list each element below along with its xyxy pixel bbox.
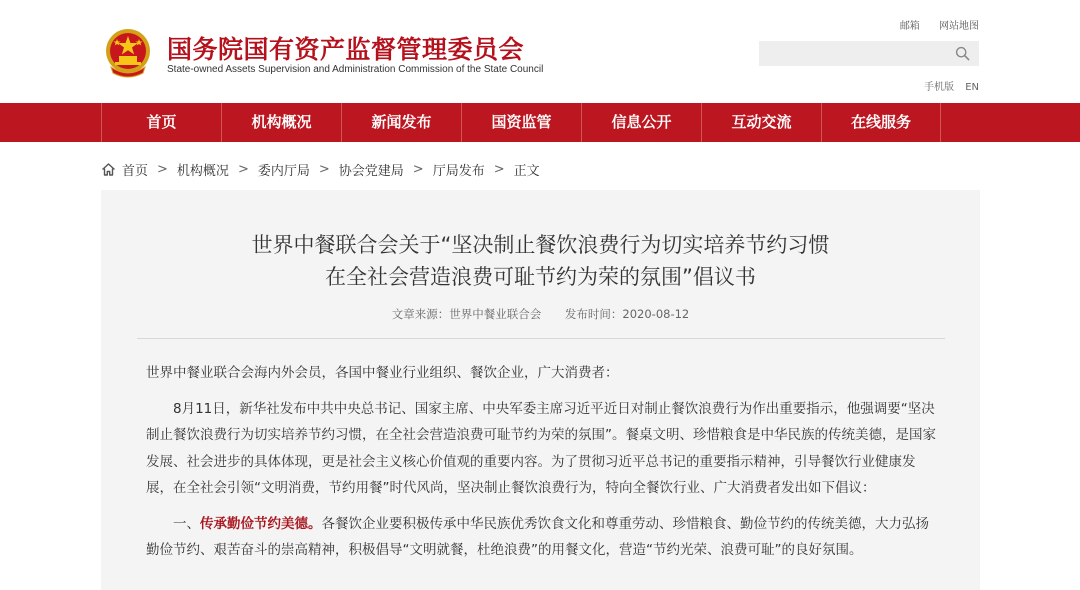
paragraph-text: 各餐饮企业要积极传承中华民族优秀饮食文化和尊重劳动、珍惜粮食、勤俭节约的传统美德，大力弘扬勤俭节约、艰苦奋斗的崇高精神，积极倡导“文明就餐，杜绝浪费”的用餐文化，营造“节约光荣、浪费可耻”的良好氛围。 bbox=[146, 515, 929, 558]
article-paragraph bbox=[146, 511, 938, 564]
article-source: 文章来源：世界中餐业联合会 bbox=[391, 307, 542, 321]
top-links bbox=[884, 17, 979, 32]
nav-item-interaction[interactable]: 互动交流 bbox=[701, 103, 821, 142]
article-salutation: 世界中餐业联合会海内外会员，各国中餐业行业组织、餐饮企业，广大消费者： bbox=[146, 365, 619, 381]
breadcrumb-separator: > bbox=[493, 162, 505, 177]
site-subtitle: State-owned Assets Supervision and Administration Commission of the State Council bbox=[167, 64, 544, 75]
site-header bbox=[0, 0, 1080, 103]
breadcrumb-bureau-releases[interactable]: 厅局发布 bbox=[432, 164, 485, 179]
article-meta bbox=[101, 306, 980, 322]
mobile-version-link[interactable]: 手机版 bbox=[924, 82, 954, 93]
breadcrumb-separator: > bbox=[157, 162, 168, 177]
breadcrumb-current: 正文 bbox=[513, 164, 540, 179]
breadcrumb-departments[interactable]: 委内厅局 bbox=[257, 164, 310, 179]
article-panel bbox=[101, 190, 980, 590]
main-nav-items bbox=[101, 103, 981, 142]
mailbox-link[interactable]: 邮箱 bbox=[899, 21, 920, 32]
english-link[interactable]: EN bbox=[965, 82, 979, 93]
main-nav bbox=[0, 103, 1080, 142]
nav-item-home[interactable]: 首页 bbox=[101, 103, 221, 142]
paragraph-heading: 传承勤俭节约美德。 bbox=[200, 515, 322, 532]
national-emblem-icon[interactable] bbox=[103, 27, 153, 79]
article-date: 发布时间：2020-08-12 bbox=[564, 307, 690, 321]
breadcrumb bbox=[101, 160, 540, 179]
site-title[interactable]: 国务院国有资产监督管理委员会 bbox=[167, 35, 525, 64]
nav-item-supervision[interactable]: 国资监管 bbox=[461, 103, 581, 142]
search-icon[interactable] bbox=[955, 46, 970, 61]
breadcrumb-separator: > bbox=[318, 162, 330, 177]
paragraph-number: 一、 bbox=[173, 515, 200, 532]
nav-item-news[interactable]: 新闻发布 bbox=[341, 103, 461, 142]
breadcrumb-separator: > bbox=[237, 162, 249, 177]
nav-item-online-service[interactable]: 在线服务 bbox=[821, 103, 941, 142]
nav-item-disclosure[interactable]: 信息公开 bbox=[581, 103, 701, 142]
nav-item-organization[interactable]: 机构概况 bbox=[221, 103, 341, 142]
divider bbox=[137, 338, 945, 339]
article-title-line2: 在全社会营造浪费可耻节约为荣的氛围”倡议书 bbox=[325, 265, 756, 289]
search-input[interactable] bbox=[759, 41, 979, 66]
lang-links bbox=[916, 78, 979, 93]
home-icon bbox=[101, 162, 116, 177]
breadcrumb-separator: > bbox=[412, 162, 424, 177]
article-paragraph: 8月11日，新华社发布中共中央总书记、国家主席、中央军委主席习近平近日对制止餐饮浪费行为作出重要指示，他强调要“坚决制止餐饮浪费行为切实培养节约习惯，在全社会营造浪费可耻节约为荣的氛围”。餐桌文明、珍惜粮食是中华民族的传统美德，是国家发展、社会进步的具体体现，更是社会主义核心价值观的重要内容。为了贯彻习近平总书记的重要指示精神，引导餐饮行业健康发展，在全社会引领“文明消费，节约用餐”时代风尚，坚决制止餐饮浪费行为，特向全餐饮行业、广大消费者发出如下倡议： bbox=[146, 400, 936, 496]
breadcrumb-organization[interactable]: 机构概况 bbox=[176, 164, 229, 179]
sitemap-link[interactable]: 网站地图 bbox=[939, 21, 979, 32]
breadcrumb-association-bureau[interactable]: 协会党建局 bbox=[338, 164, 404, 179]
article-title-line1: 世界中餐联合会关于“坚决制止餐饮浪费行为切实培养节约习惯 bbox=[251, 233, 830, 257]
article-title bbox=[101, 229, 980, 293]
article-body bbox=[146, 360, 938, 573]
breadcrumb-home[interactable]: 首页 bbox=[122, 164, 149, 179]
